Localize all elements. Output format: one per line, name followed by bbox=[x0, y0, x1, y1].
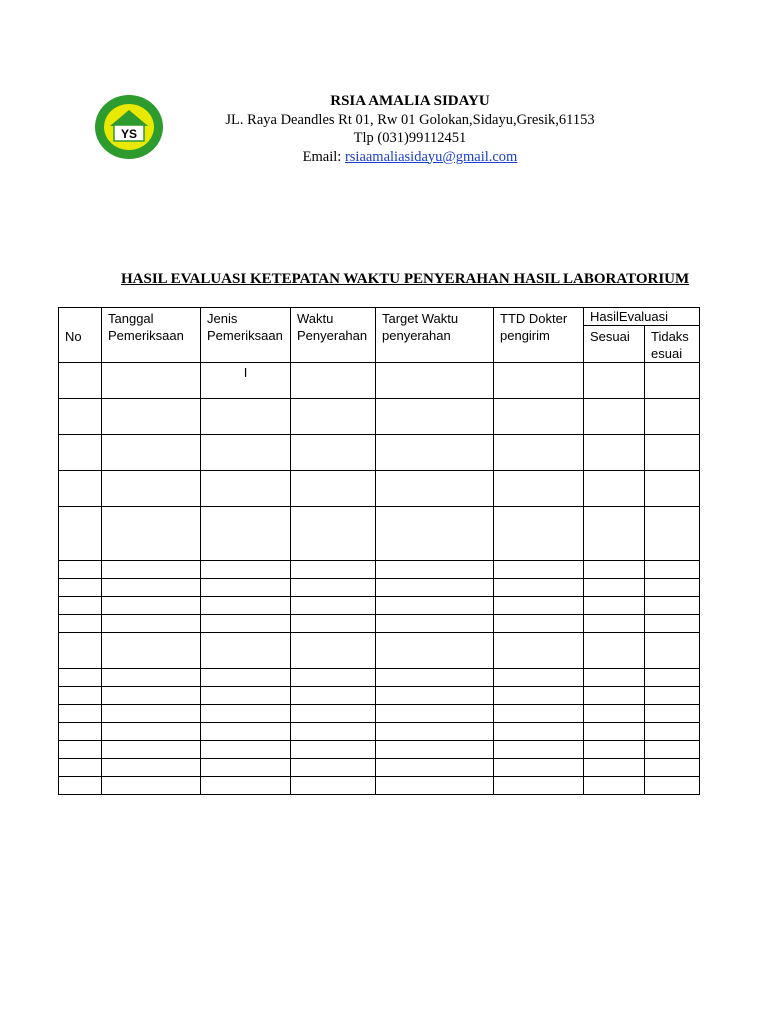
table-cell[interactable] bbox=[494, 363, 584, 399]
letterhead bbox=[200, 92, 620, 166]
table-cell[interactable] bbox=[645, 777, 700, 795]
table-row bbox=[59, 435, 700, 471]
table-cell[interactable] bbox=[584, 399, 645, 435]
table-cell[interactable] bbox=[59, 723, 102, 741]
table-cell[interactable] bbox=[494, 633, 584, 669]
org-email-line bbox=[200, 148, 620, 167]
table-cell[interactable] bbox=[102, 633, 201, 669]
table-cell[interactable] bbox=[102, 723, 201, 741]
table-cell[interactable] bbox=[584, 633, 645, 669]
table-cell[interactable] bbox=[376, 471, 494, 507]
table-row bbox=[59, 759, 700, 777]
table-cell[interactable] bbox=[201, 561, 291, 579]
table-row bbox=[59, 561, 700, 579]
hospital-logo-icon bbox=[94, 94, 164, 160]
table-cell[interactable] bbox=[201, 597, 291, 615]
table-cell[interactable] bbox=[584, 597, 645, 615]
table-cell[interactable] bbox=[494, 471, 584, 507]
col-header-tanggal: Tanggal Pemeriksaan bbox=[102, 308, 201, 363]
col-header-tidak-sesuai: Tidaks esuai bbox=[645, 326, 700, 363]
evaluation-table bbox=[58, 307, 700, 795]
table-cell[interactable] bbox=[291, 399, 376, 435]
table-cell[interactable] bbox=[645, 705, 700, 723]
table-cell[interactable] bbox=[494, 399, 584, 435]
table-cell[interactable] bbox=[291, 471, 376, 507]
table-cell[interactable] bbox=[59, 777, 102, 795]
table-cell[interactable] bbox=[645, 579, 700, 597]
table-cell[interactable] bbox=[59, 507, 102, 561]
table-cell[interactable] bbox=[291, 363, 376, 399]
table-cell[interactable] bbox=[291, 687, 376, 705]
col-header-jenis: Jenis Pemeriksaan bbox=[201, 308, 291, 363]
table-cell[interactable] bbox=[494, 435, 584, 471]
col-header-waktu: Waktu Penyerahan bbox=[291, 308, 376, 363]
table-cell[interactable] bbox=[59, 471, 102, 507]
table-cell[interactable] bbox=[59, 705, 102, 723]
table-row bbox=[59, 399, 700, 435]
table-cell[interactable] bbox=[645, 399, 700, 435]
table-cell[interactable] bbox=[102, 759, 201, 777]
table-cell[interactable] bbox=[59, 615, 102, 633]
table-cell[interactable] bbox=[645, 615, 700, 633]
table-row bbox=[59, 579, 700, 597]
table-cell[interactable] bbox=[102, 669, 201, 687]
table-cell[interactable] bbox=[201, 507, 291, 561]
table-cell[interactable] bbox=[584, 759, 645, 777]
table-cell[interactable] bbox=[645, 597, 700, 615]
table-cell[interactable] bbox=[584, 723, 645, 741]
table-row bbox=[59, 687, 700, 705]
table-cell[interactable] bbox=[645, 561, 700, 579]
table-cell[interactable] bbox=[645, 759, 700, 777]
table-cell[interactable] bbox=[584, 579, 645, 597]
table-cell[interactable] bbox=[494, 705, 584, 723]
table-cell[interactable] bbox=[59, 435, 102, 471]
table-cell[interactable] bbox=[584, 561, 645, 579]
table-cell[interactable] bbox=[584, 435, 645, 471]
table-cell[interactable] bbox=[102, 399, 201, 435]
table-cell[interactable] bbox=[494, 507, 584, 561]
table-cell[interactable] bbox=[494, 723, 584, 741]
table-cell[interactable] bbox=[201, 741, 291, 759]
document-title: HASIL EVALUASI KETEPATAN WAKTU PENYERAHAN HASIL LABORATORIUM bbox=[121, 271, 690, 287]
col-header-ttd: TTD Dokter pengirim bbox=[494, 308, 584, 363]
table-cell[interactable] bbox=[291, 597, 376, 615]
table-cell[interactable] bbox=[645, 723, 700, 741]
table-cell[interactable] bbox=[376, 435, 494, 471]
table-cell[interactable] bbox=[59, 579, 102, 597]
table-cell[interactable] bbox=[645, 687, 700, 705]
table-cell[interactable] bbox=[201, 687, 291, 705]
table-cell[interactable] bbox=[376, 561, 494, 579]
table-cell[interactable] bbox=[584, 471, 645, 507]
table-cell[interactable] bbox=[291, 669, 376, 687]
table-cell[interactable] bbox=[376, 669, 494, 687]
org-name: RSIA AMALIA SIDAYU bbox=[330, 93, 490, 109]
table-cell[interactable] bbox=[201, 759, 291, 777]
table-cell[interactable] bbox=[201, 777, 291, 795]
email-label: Email: bbox=[302, 148, 345, 165]
table-row bbox=[59, 615, 700, 633]
table-cell[interactable] bbox=[102, 615, 201, 633]
table-cell[interactable] bbox=[201, 633, 291, 669]
table-cell[interactable] bbox=[376, 705, 494, 723]
table-cell[interactable] bbox=[376, 579, 494, 597]
table-cell[interactable] bbox=[291, 723, 376, 741]
table-cell[interactable] bbox=[201, 471, 291, 507]
table-cell[interactable] bbox=[494, 777, 584, 795]
table-cell[interactable] bbox=[376, 597, 494, 615]
table-row bbox=[59, 741, 700, 759]
table-cell[interactable] bbox=[291, 507, 376, 561]
table-cell[interactable] bbox=[102, 363, 201, 399]
table-cell[interactable] bbox=[584, 669, 645, 687]
table-cell[interactable] bbox=[291, 561, 376, 579]
table-cell[interactable] bbox=[376, 399, 494, 435]
table-row bbox=[59, 777, 700, 795]
table-cell[interactable] bbox=[494, 579, 584, 597]
col-header-hasil: HasilEvaluasi bbox=[584, 308, 700, 326]
table-cell[interactable] bbox=[645, 471, 700, 507]
table-cell[interactable] bbox=[102, 597, 201, 615]
table-cell[interactable] bbox=[102, 741, 201, 759]
table-cell[interactable] bbox=[494, 741, 584, 759]
table-row bbox=[59, 633, 700, 669]
org-address: JL. Raya Deandles Rt 01, Rw 01 Golokan,Sidayu,Gresik,61153 bbox=[225, 111, 595, 128]
table-cell[interactable] bbox=[376, 507, 494, 561]
table-cell[interactable] bbox=[494, 687, 584, 705]
table-cell[interactable] bbox=[201, 615, 291, 633]
table-cell[interactable] bbox=[494, 615, 584, 633]
table-cell[interactable] bbox=[584, 705, 645, 723]
table-cell[interactable] bbox=[59, 687, 102, 705]
table-cell[interactable] bbox=[584, 687, 645, 705]
table-cell[interactable] bbox=[584, 363, 645, 399]
text-cursor-mark: I bbox=[243, 365, 248, 380]
table-cell[interactable] bbox=[201, 363, 291, 399]
table-cell[interactable] bbox=[645, 741, 700, 759]
table-cell[interactable] bbox=[376, 759, 494, 777]
table-cell[interactable] bbox=[291, 579, 376, 597]
table-cell[interactable] bbox=[59, 633, 102, 669]
table-cell[interactable] bbox=[102, 471, 201, 507]
table-cell[interactable] bbox=[494, 669, 584, 687]
table-row bbox=[59, 507, 700, 561]
table-cell[interactable] bbox=[645, 507, 700, 561]
table-cell[interactable] bbox=[201, 399, 291, 435]
table-cell[interactable] bbox=[102, 777, 201, 795]
table-cell[interactable] bbox=[291, 777, 376, 795]
table-cell[interactable] bbox=[376, 363, 494, 399]
table-row bbox=[59, 363, 700, 399]
table-cell[interactable] bbox=[584, 741, 645, 759]
table-cell[interactable] bbox=[645, 363, 700, 399]
table-cell[interactable] bbox=[494, 597, 584, 615]
table-cell[interactable] bbox=[102, 579, 201, 597]
logo-letters: YS bbox=[120, 127, 138, 141]
table-cell[interactable] bbox=[59, 561, 102, 579]
table-row bbox=[59, 723, 700, 741]
table-cell[interactable] bbox=[59, 363, 102, 399]
table-cell[interactable] bbox=[201, 579, 291, 597]
table-cell[interactable] bbox=[201, 705, 291, 723]
table-cell[interactable] bbox=[291, 705, 376, 723]
table-cell[interactable] bbox=[376, 741, 494, 759]
table-cell[interactable] bbox=[291, 615, 376, 633]
table-row bbox=[59, 705, 700, 723]
org-phone: Tlp (031)99112451 bbox=[353, 130, 467, 146]
table-cell[interactable] bbox=[59, 759, 102, 777]
table-cell[interactable] bbox=[645, 435, 700, 471]
table-cell[interactable] bbox=[291, 633, 376, 669]
table-cell[interactable] bbox=[376, 687, 494, 705]
table-cell[interactable] bbox=[376, 723, 494, 741]
table-cell[interactable] bbox=[645, 633, 700, 669]
table-cell[interactable] bbox=[376, 615, 494, 633]
table-cell[interactable] bbox=[102, 561, 201, 579]
email-link[interactable]: rsiaamaliasidayu@gmail.com bbox=[344, 148, 518, 165]
table-cell[interactable] bbox=[59, 597, 102, 615]
table-cell[interactable] bbox=[59, 669, 102, 687]
table-cell[interactable] bbox=[291, 759, 376, 777]
table-cell[interactable] bbox=[291, 435, 376, 471]
table-cell[interactable] bbox=[494, 561, 584, 579]
table-cell[interactable] bbox=[376, 777, 494, 795]
table-cell[interactable] bbox=[201, 435, 291, 471]
table-cell[interactable] bbox=[291, 741, 376, 759]
table-row bbox=[59, 669, 700, 687]
col-header-target: Target Waktu penyerahan bbox=[376, 308, 494, 363]
table-cell[interactable] bbox=[584, 615, 645, 633]
table-cell[interactable] bbox=[201, 723, 291, 741]
col-header-sesuai: Sesuai bbox=[584, 326, 645, 363]
table-row bbox=[59, 471, 700, 507]
table-cell[interactable] bbox=[645, 669, 700, 687]
table-cell[interactable] bbox=[584, 507, 645, 561]
table-cell[interactable] bbox=[59, 399, 102, 435]
table-cell[interactable] bbox=[494, 759, 584, 777]
table-cell[interactable] bbox=[59, 741, 102, 759]
table-row bbox=[59, 597, 700, 615]
table-cell[interactable] bbox=[584, 777, 645, 795]
col-header-no: No bbox=[59, 308, 102, 363]
table-cell[interactable] bbox=[102, 435, 201, 471]
table-cell[interactable] bbox=[102, 507, 201, 561]
table-cell[interactable] bbox=[201, 669, 291, 687]
table-cell[interactable] bbox=[102, 687, 201, 705]
table-cell[interactable] bbox=[376, 633, 494, 669]
table-cell[interactable] bbox=[102, 705, 201, 723]
